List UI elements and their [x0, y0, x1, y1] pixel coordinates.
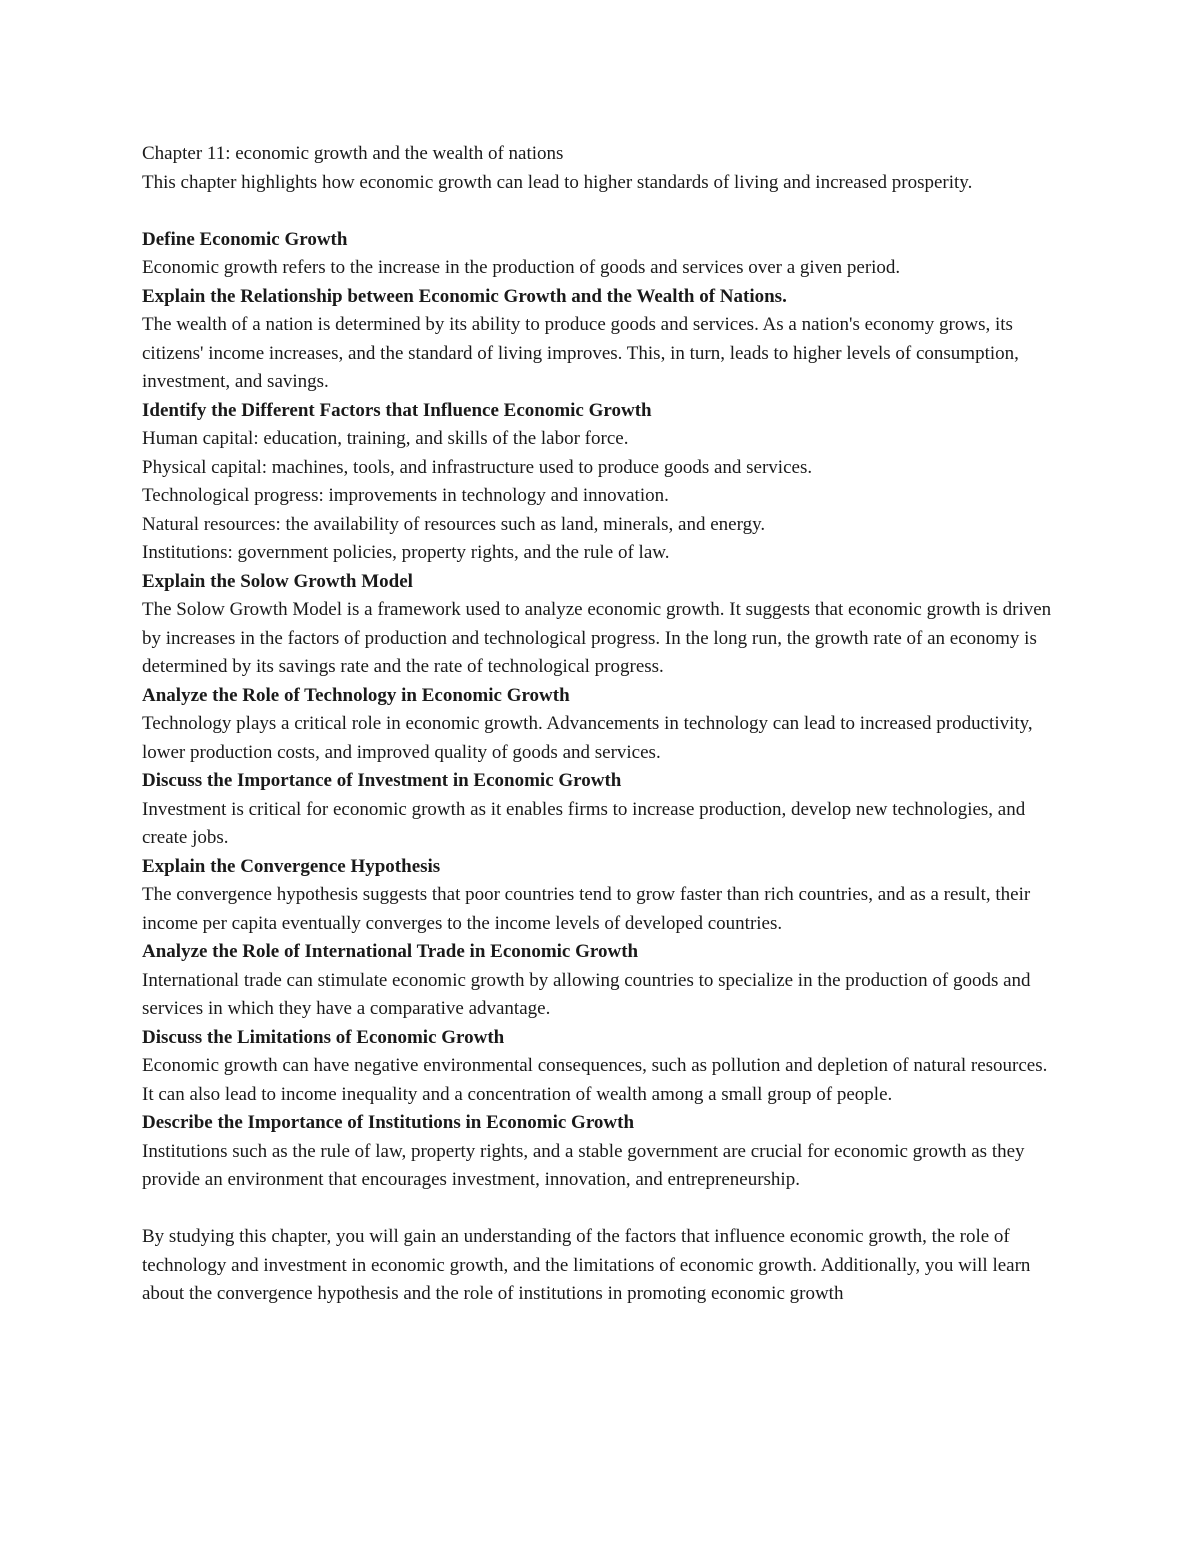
section-paragraph: Investment is critical for economic growth as it enables firms to increase production, develop new technologies, and create jobs. [142, 798, 1026, 848]
chapter-conclusion: By studying this chapter, you will gain an understanding of the factors that influence economic growth, the role of technology and investment in economic growth, and the limitations of economic growth. Additionally, you will learn about the convergence hypothesis and the role of institutions in promoting economic growth [142, 1226, 1031, 1304]
factor-item: Technological progress: improvements in technology and innovation. [142, 485, 669, 506]
factor-item: Institutions: government policies, property rights, and the rule of law. [142, 542, 670, 563]
section-heading: Analyze the Role of Technology in Economic Growth [142, 684, 570, 706]
section-limitations [142, 1024, 1072, 1110]
section-paragraph: International trade can stimulate economic growth by allowing countries to specialize in the production of goods and services in which they have a comparative advantage. [142, 969, 1031, 1019]
section-investment [142, 767, 1072, 853]
chapter-title: Chapter 11: economic growth and the wealth of nations [142, 143, 564, 164]
section-heading: Explain the Convergence Hypothesis [142, 855, 441, 877]
section-paragraph: The wealth of a nation is determined by its ability to produce goods and services. As a nation's economy grows, its citizens' income increases, and the standard of living improves. This, in turn, leads to higher levels of consumption, investment, and savings. [142, 314, 1019, 392]
section-heading: Discuss the Importance of Investment in Economic Growth [142, 770, 622, 791]
section-heading: Explain the Solow Growth Model [142, 570, 413, 592]
section-technology [142, 682, 1072, 768]
section-factors [142, 397, 1072, 568]
section-heading: Identify the Different Factors that Influence Economic Growth [142, 399, 652, 421]
section-heading: Explain the Relationship between Economic Growth and the Wealth of Nations. [142, 285, 787, 307]
section-paragraph: It can also lead to income inequality and a concentration of wealth among a small group of people. [142, 1083, 893, 1105]
factor-item: Natural resources: the availability of resources such as land, minerals, and energy. [142, 513, 766, 535]
section-paragraph: Technology plays a critical role in economic growth. Advancements in technology can lead to increased productivity, lower production costs, and improved quality of goods and services. [142, 713, 1033, 763]
section-institutions [142, 1109, 1072, 1195]
section-trade [142, 938, 1072, 1024]
spacer [142, 1195, 1072, 1224]
chapter-intro: This chapter highlights how economic growth can lead to higher standards of living and increased prosperity. [142, 171, 973, 193]
factor-item: Human capital: education, training, and skills of the labor force. [142, 428, 629, 449]
section-paragraph: The Solow Growth Model is a framework used to analyze economic growth. It suggests that economic growth is driven by increases in the factors of production and technological progress. In the long run, the growth rate of an economy is determined by its savings rate and the rate of technological progress. [142, 599, 1052, 677]
section-solow [142, 568, 1072, 682]
section-heading: Analyze the Role of International Trade in Economic Growth [142, 941, 639, 962]
section-paragraph: Economic growth refers to the increase in the production of goods and services over a given period. [142, 257, 901, 278]
section-paragraph: Economic growth can have negative environmental consequences, such as pollution and depletion of natural resources. [142, 1055, 1048, 1076]
section-heading: Describe the Importance of Institutions in Economic Growth [142, 1112, 635, 1133]
section-heading: Discuss the Limitations of Economic Growth [142, 1026, 505, 1048]
section-define-growth [142, 226, 1072, 283]
section-relationship [142, 283, 1072, 397]
section-convergence [142, 853, 1072, 939]
section-paragraph: Institutions such as the rule of law, property rights, and a stable government are crucial for economic growth as they provide an environment that encourages investment, innovation, and entrepreneurship. [142, 1140, 1025, 1190]
spacer [142, 197, 1072, 226]
section-heading: Define Economic Growth [142, 228, 348, 250]
section-paragraph: The convergence hypothesis suggests that poor countries tend to grow faster than rich countries, and as a result, their income per capita eventually converges to the income levels of developed countries. [142, 884, 1031, 934]
document-page [142, 140, 1072, 1309]
factor-item: Physical capital: machines, tools, and infrastructure used to produce goods and services. [142, 456, 813, 478]
